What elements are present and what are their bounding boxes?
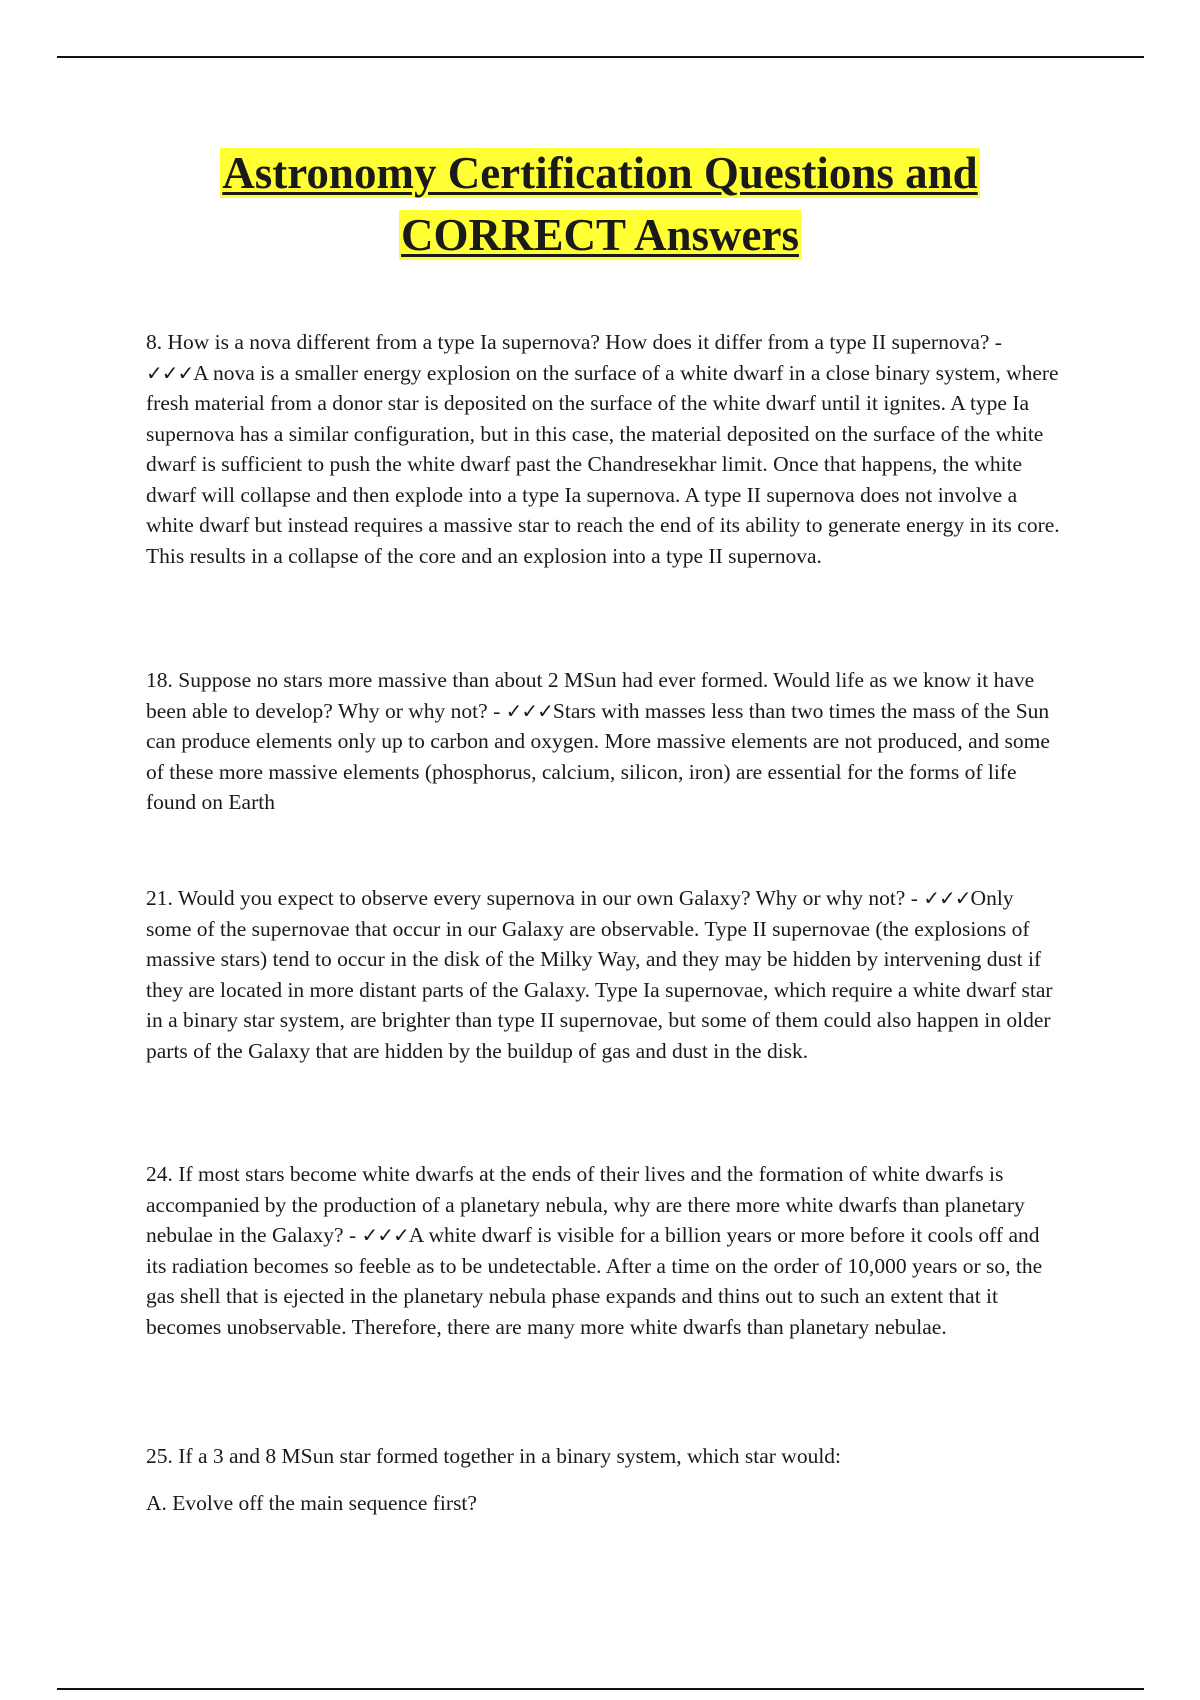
top-rule bbox=[57, 56, 1144, 58]
answer-text: Stars with masses less than two times the mass of the Sun can produce elements only up to carbon and oxygen. More massive elements are not produced, and some of these more massive elements (phosphorus, calcium, silicon, iron) are essential for the forms of life found on Earth bbox=[146, 698, 1050, 814]
title-line-1: Astronomy Certification Questions and bbox=[222, 148, 978, 198]
answer-text: A nova is a smaller energy explosion on the surface of a white dwarf in a close binary system, where fresh material from a donor star is deposited on the surface of the white dwarf until it ignites. A type Ia supernova has a similar configuration, but in this case, the material deposited on the surface of the white dwarf is sufficient to push the white dwarf past the Chandresekhar limit. Once that happens, the white dwarf will collapse and then explode into a type Ia supernova. A type II supernova does not involve a white dwarf but instead requires a massive star to reach the end of its ability to generate energy in its core. This results in a collapse of the core and an explosion into a type II supernova. bbox=[146, 360, 1060, 568]
checkmark-icon: ✓✓✓ bbox=[361, 1223, 409, 1247]
qa-item-18 bbox=[146, 665, 1061, 818]
sub-question-25a bbox=[146, 1488, 1061, 1519]
answer-text: Only some of the supernovae that occur in our Galaxy are observable. Type II supernovae (the explosions of massive stars) tend to occur in the disk of the Milky Way, and they may be hidden by intervening dust if they are located in more distant parts of the Galaxy. Type Ia supernovae, which require a white dwarf star in a binary star system, are brighter than type II supernovae, but some of them could also happen in older parts of the Galaxy that are hidden by the buildup of gas and dust in the disk. bbox=[146, 886, 1053, 1063]
checkmark-icon: ✓✓✓ bbox=[923, 886, 971, 910]
answer-text: A white dwarf is visible for a billion years or more before it cools off and its radiation becomes so feeble as to be undetectable. After a time on the order of 10,000 years or so, the gas shell that is ejected in the planetary nebula phase expands and thins out to such an extent that it becomes unobservable. Therefore, there are many more white dwarfs than planetary nebulae. bbox=[146, 1223, 1043, 1339]
qa-item-25 bbox=[146, 1441, 1061, 1472]
checkmark-icon: ✓✓✓ bbox=[505, 698, 553, 723]
title-line-2: CORRECT Answers bbox=[401, 210, 799, 260]
qa-item-24 bbox=[146, 1159, 1061, 1342]
page-title bbox=[100, 142, 1100, 266]
question-text: 18. Suppose no stars more massive than about 2 MSun had ever formed. Would life as we know it have been able to develop? Why or why not? - bbox=[146, 668, 1035, 723]
question-text: 24. If most stars become white dwarfs at the ends of their lives and the formation of white dwarfs is accompanied by the production of a planetary nebula, why are there more white dwarfs than planetary nebulae in the Galaxy? - bbox=[146, 1162, 1025, 1247]
qa-item-21 bbox=[146, 883, 1061, 1066]
question-text: 8. How is a nova different from a type Ia supernova? How does it differ from a type II supernova? - bbox=[146, 330, 1002, 354]
qa-item-8 bbox=[146, 327, 1061, 571]
question-text: 25. If a 3 and 8 MSun star formed together in a binary system, which star would: bbox=[146, 1444, 842, 1468]
checkmark-icon: ✓✓✓ bbox=[146, 360, 194, 385]
question-text: 21. Would you expect to observe every supernova in our own Galaxy? Why or why not? - bbox=[146, 886, 918, 910]
sub-question-text: A. Evolve off the main sequence first? bbox=[146, 1491, 477, 1515]
bottom-rule bbox=[57, 1688, 1144, 1690]
